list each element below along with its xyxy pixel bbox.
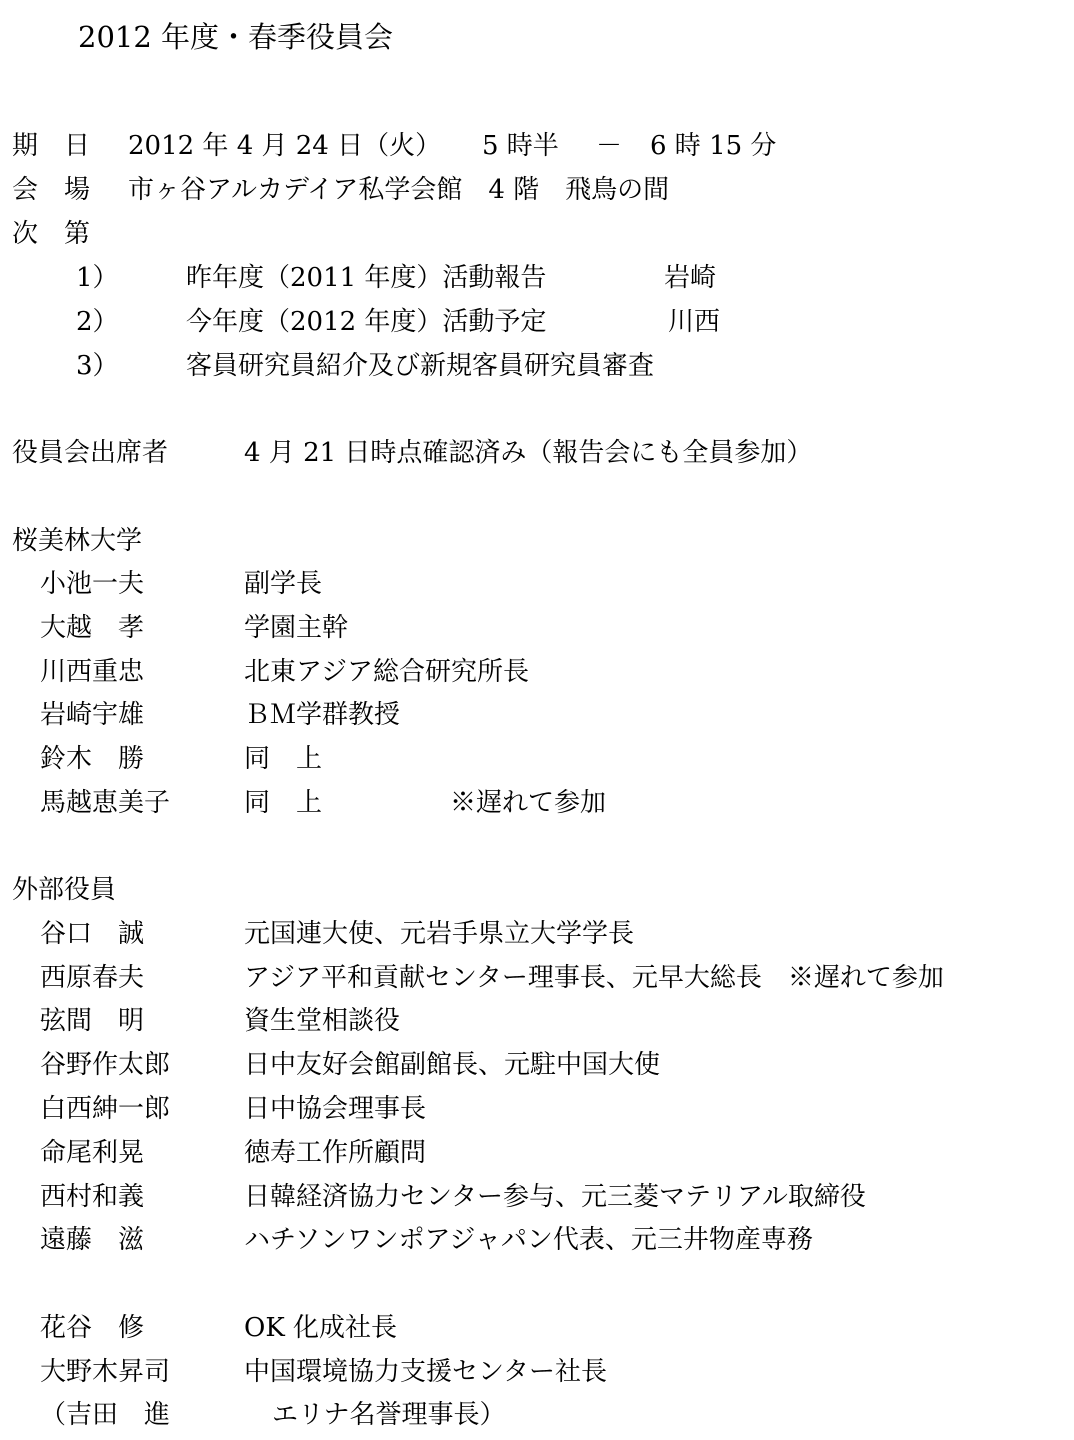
time-start: 5 時半 [482, 131, 559, 161]
member-name: 鈴木 勝 [40, 744, 145, 774]
member-role: 同 上 [244, 744, 323, 774]
member-name: 谷口 誠 [40, 919, 145, 949]
member-name: 川西重忠 [40, 657, 145, 687]
agenda-item-person: 川西 [668, 307, 721, 337]
member-role: 日中協会理事長 [244, 1094, 427, 1124]
agenda-item-text: 今年度（2012 年度）活動予定 [186, 307, 547, 337]
member-role: 徳寿工作所顧問 [244, 1138, 427, 1168]
member-name: 馬越恵美子 [40, 788, 171, 818]
member-name: 花谷 修 [40, 1313, 145, 1343]
date-value: 2012 年 4 月 24 日（火） [128, 131, 442, 161]
member-role: ＢＭ学群教授 [244, 700, 401, 730]
venue-label: 会 場 [12, 175, 91, 205]
member-role: 元国連大使、元岩手県立大学学長 [244, 919, 635, 949]
member-name: 小池一夫 [40, 569, 145, 599]
member-role: アジア平和貢献センター理事長、元早大総長 ※遅れて参加 [244, 963, 944, 993]
member-name: 命尾利晃 [40, 1138, 145, 1168]
member-role: OK 化成社長 [244, 1313, 398, 1343]
member-name: 大野木昇司 [40, 1357, 171, 1387]
member-role: 北東アジア総合研究所長 [244, 657, 529, 687]
member-role: ハチソンワンポアジャパン代表、元三井物産専務 [244, 1225, 813, 1255]
university-heading: 桜美林大学 [12, 526, 143, 556]
member-role: 日中友好会館副館長、元駐中国大使 [244, 1050, 661, 1080]
member-name: 谷野作太郎 [40, 1050, 171, 1080]
member-role: 日韓経済協力センター参与、元三菱マテリアル取締役 [244, 1182, 866, 1212]
page-title: 2012 年度・春季役員会 [78, 20, 394, 54]
external-heading: 外部役員 [12, 875, 117, 905]
member-name: 弦間 明 [40, 1006, 145, 1036]
member-name: 西村和義 [40, 1182, 145, 1212]
member-name: 遠藤 滋 [40, 1225, 145, 1255]
member-name: 岩崎宇雄 [40, 700, 145, 730]
agenda-item-num: 1） [76, 263, 119, 293]
member-name: 大越 孝 [40, 613, 145, 643]
attendance-note: 4 月 21 日時点確認済み（報告会にも全員参加） [244, 438, 813, 468]
member-role: 資生堂相談役 [244, 1006, 401, 1036]
agenda-item-num: 3） [76, 351, 119, 381]
member-role: 中国環境協力支援センター社長 [244, 1357, 607, 1387]
member-role: 副学長 [244, 569, 323, 599]
agenda-item-person: 岩崎 [664, 263, 717, 293]
agenda-item-text: 客員研究員紹介及び新規客員研究員審査 [186, 351, 655, 381]
member-role: 同 上 [244, 788, 323, 818]
agenda-item-text: 昨年度（2011 年度）活動報告 [186, 263, 547, 293]
member-role: 学園主幹 [244, 613, 349, 643]
member-name: （吉田 進 [40, 1400, 171, 1430]
venue-value: 市ヶ谷アルカデイア私学会館 4 階 飛鳥の間 [128, 175, 670, 205]
member-name: 西原春夫 [40, 963, 145, 993]
date-label: 期 日 [12, 131, 91, 161]
time-dash: － [596, 131, 623, 161]
member-role: エリナ名誉理事長） [272, 1400, 506, 1430]
member-note: ※遅れて参加 [450, 788, 607, 818]
agenda-item-num: 2） [76, 307, 119, 337]
member-name: 白西紳一郎 [40, 1094, 171, 1124]
agenda-label: 次 第 [12, 219, 91, 249]
attendance-label: 役員会出席者 [12, 438, 169, 468]
time-end: 6 時 15 分 [650, 131, 777, 161]
